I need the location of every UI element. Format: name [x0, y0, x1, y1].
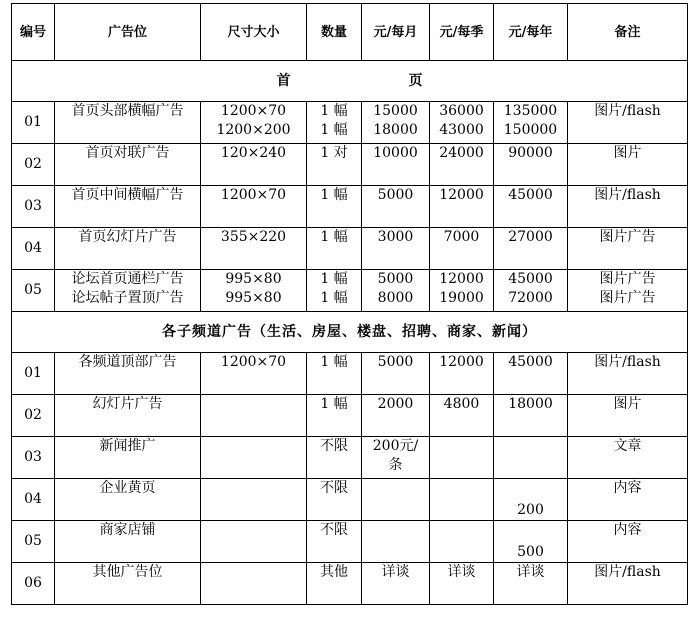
cell-line: 企业黄页	[99, 480, 156, 496]
cell-line: 27000	[508, 229, 553, 245]
per-quarter-cell	[430, 353, 494, 395]
quantity-cell	[307, 144, 362, 186]
cell-line: 72000	[508, 290, 553, 306]
cell-line: 200	[517, 502, 544, 518]
cell-line: 图片/flash	[594, 564, 661, 580]
cell-line: 首页对联广告	[85, 145, 170, 161]
cell-line: 详谈	[447, 564, 476, 580]
per-year-cell	[494, 186, 568, 228]
quantity-cell	[307, 102, 362, 144]
cell-line: 120×240	[220, 145, 287, 161]
cell-line: 幻灯片广告	[92, 396, 163, 412]
col-header-remark: 备注	[568, 4, 688, 61]
row-number-cell: 02	[12, 144, 55, 186]
size-cell	[201, 563, 307, 605]
cell-line: 1200×70	[220, 354, 287, 370]
quantity-cell	[307, 521, 362, 563]
cell-line: 图片/flash	[594, 103, 661, 119]
per-year-cell	[494, 395, 568, 437]
quantity-cell	[307, 395, 362, 437]
section-title	[12, 61, 688, 102]
cell-line: 150000	[503, 122, 558, 138]
col-header-quantity: 数量	[307, 4, 362, 61]
per-month-cell	[362, 353, 430, 395]
per-quarter-cell	[430, 437, 494, 479]
cell-line: 不限	[320, 522, 348, 538]
per-year-cell	[494, 228, 568, 270]
cell-line: 15000	[373, 103, 418, 119]
cell-line: 4800	[443, 396, 480, 412]
per-quarter-cell	[430, 395, 494, 437]
quantity-cell	[307, 228, 362, 270]
table-row	[12, 102, 688, 144]
cell-line: 995×80	[225, 290, 282, 306]
cell-line: 论坛首页通栏广告	[71, 271, 184, 287]
cell-line: 1 幅	[320, 396, 348, 412]
section-header-row	[12, 312, 688, 353]
per-month-cell	[362, 144, 430, 186]
per-quarter-cell	[430, 228, 494, 270]
cell-line: 1200×70	[220, 187, 287, 203]
cell-line: 其他	[320, 564, 348, 580]
remark-cell	[568, 102, 688, 144]
size-cell	[201, 353, 307, 395]
size-cell	[201, 479, 307, 521]
cell-line: 详谈	[516, 564, 545, 580]
ad-slot-cell	[55, 353, 201, 395]
ad-slot-cell	[55, 479, 201, 521]
size-cell	[201, 270, 307, 312]
per-year-cell	[494, 270, 568, 312]
per-month-cell	[362, 437, 430, 479]
cell-line: 12000	[439, 187, 484, 203]
table-row	[12, 144, 688, 186]
cell-line: 图片广告	[599, 229, 656, 245]
row-number-cell: 06	[12, 563, 55, 605]
ad-rate-table	[11, 3, 688, 605]
cell-line: 90000	[508, 145, 553, 161]
ad-slot-cell	[55, 144, 201, 186]
remark-cell	[568, 270, 688, 312]
cell-line: 45000	[508, 187, 553, 203]
cell-line: 图片广告	[599, 271, 656, 287]
ad-slot-cell	[55, 228, 201, 270]
cell-line: 1 幅	[320, 103, 348, 119]
cell-line: 1 幅	[320, 290, 348, 306]
row-number-cell: 05	[12, 270, 55, 312]
per-month-cell	[362, 270, 430, 312]
table-row	[12, 270, 688, 312]
cell-line: 1 幅	[320, 271, 348, 287]
cell-line: 12000	[439, 271, 484, 287]
remark-cell	[568, 186, 688, 228]
cell-line: 19000	[439, 290, 484, 306]
per-year-cell	[494, 102, 568, 144]
col-header-per-year: 元/每年	[494, 4, 568, 61]
cell-line: 18000	[508, 396, 553, 412]
cell-line: 2000	[377, 396, 414, 412]
col-header-number: 编号	[12, 4, 55, 61]
cell-line: 3000	[377, 229, 414, 245]
per-year-cell	[494, 563, 568, 605]
ad-slot-cell	[55, 186, 201, 228]
cell-line: 7000	[443, 229, 480, 245]
cell-line: 图片/flash	[594, 354, 661, 370]
cell-line: 图片/flash	[594, 187, 661, 203]
section-header-row	[12, 61, 688, 102]
ad-slot-cell	[55, 102, 201, 144]
remark-cell	[568, 479, 688, 521]
quantity-cell	[307, 563, 362, 605]
cell-line: 图片	[613, 396, 642, 412]
size-cell	[201, 144, 307, 186]
cell-line: 5000	[377, 187, 414, 203]
ad-slot-cell	[55, 437, 201, 479]
cell-line: 各频道顶部广告	[78, 354, 177, 370]
quantity-cell	[307, 437, 362, 479]
per-quarter-cell	[430, 270, 494, 312]
cell-line: 5000	[377, 271, 414, 287]
section-title: 各子频道广告（生活、房屋、楼盘、招聘、商家、新闻）	[12, 312, 688, 353]
per-month-cell	[362, 228, 430, 270]
cell-line: 500	[517, 544, 544, 560]
ad-slot-cell	[55, 270, 201, 312]
table-row	[12, 395, 688, 437]
cell-line: 43000	[439, 122, 484, 138]
size-cell	[201, 186, 307, 228]
per-quarter-cell	[430, 102, 494, 144]
ad-slot-cell	[55, 563, 201, 605]
cell-line: 995×80	[225, 271, 282, 287]
per-quarter-cell	[430, 144, 494, 186]
cell-line: 36000	[439, 103, 484, 119]
per-quarter-cell	[430, 186, 494, 228]
cell-line: 论坛帖子置顶广告	[71, 290, 184, 306]
cell-line: 1 幅	[320, 229, 348, 245]
col-header-ad-slot: 广告位	[55, 4, 201, 61]
cell-line: 详谈	[381, 564, 410, 580]
cell-line: 10000	[373, 145, 418, 161]
per-year-cell	[494, 437, 568, 479]
col-header-per-quarter: 元/每季	[430, 4, 494, 61]
quantity-cell	[307, 353, 362, 395]
table-row	[12, 521, 688, 563]
remark-cell	[568, 395, 688, 437]
quantity-cell	[307, 186, 362, 228]
size-cell	[201, 395, 307, 437]
cell-line: 24000	[439, 145, 484, 161]
remark-cell	[568, 228, 688, 270]
row-number-cell: 02	[12, 395, 55, 437]
table-row	[12, 353, 688, 395]
remark-cell	[568, 521, 688, 563]
size-cell	[201, 102, 307, 144]
cell-line: 5000	[377, 354, 414, 370]
cell-line: 1 对	[320, 145, 348, 161]
row-number-cell: 01	[12, 102, 55, 144]
table-row	[12, 479, 688, 521]
cell-line: 1 幅	[320, 354, 348, 370]
per-month-cell	[362, 395, 430, 437]
section-title-part: 首	[276, 72, 291, 89]
cell-line: 内容	[613, 522, 642, 538]
table-row	[12, 228, 688, 270]
size-cell	[201, 521, 307, 563]
ad-slot-cell	[55, 521, 201, 563]
row-number-cell: 01	[12, 353, 55, 395]
per-month-cell	[362, 102, 430, 144]
cell-line: 355×220	[220, 229, 287, 245]
cell-line: 1 幅	[320, 187, 348, 203]
ad-slot-cell	[55, 395, 201, 437]
remark-cell	[568, 563, 688, 605]
per-month-cell	[362, 186, 430, 228]
remark-cell	[568, 144, 688, 186]
size-cell	[201, 437, 307, 479]
row-number-cell: 03	[12, 186, 55, 228]
cell-line: 45000	[508, 271, 553, 287]
per-quarter-cell	[430, 479, 494, 521]
cell-line: 8000	[377, 290, 414, 306]
cell-line: 首页头部横幅广告	[71, 103, 184, 119]
per-year-cell	[494, 144, 568, 186]
per-year-cell	[494, 353, 568, 395]
per-year-cell	[494, 521, 568, 563]
col-header-per-month: 元/每月	[362, 4, 430, 61]
col-header-size: 尺寸大小	[201, 4, 307, 61]
per-quarter-cell	[430, 563, 494, 605]
cell-line: 首页中间横幅广告	[71, 187, 184, 203]
per-month-cell	[362, 521, 430, 563]
table-row	[12, 186, 688, 228]
size-cell	[201, 228, 307, 270]
per-year-cell	[494, 479, 568, 521]
cell-line: 其他广告位	[92, 564, 163, 580]
row-number-cell: 04	[12, 479, 55, 521]
section-title-part: 页	[408, 72, 423, 89]
cell-line: 18000	[373, 122, 418, 138]
cell-line: 新闻推广	[99, 438, 156, 454]
per-quarter-cell	[430, 521, 494, 563]
row-number-cell: 05	[12, 521, 55, 563]
cell-line: 首页幻灯片广告	[78, 229, 177, 245]
cell-line: 1 幅	[320, 122, 348, 138]
cell-line: 1200×70	[220, 103, 287, 119]
cell-line: 12000	[439, 354, 484, 370]
row-number-cell: 03	[12, 437, 55, 479]
table-row	[12, 437, 688, 479]
cell-line: 135000	[503, 103, 558, 119]
cell-line: 200元/	[372, 438, 419, 454]
quantity-cell	[307, 270, 362, 312]
cell-line: 内容	[613, 480, 642, 496]
per-month-cell	[362, 479, 430, 521]
cell-line: 45000	[508, 354, 553, 370]
cell-line: 图片广告	[599, 290, 656, 306]
quantity-cell	[307, 479, 362, 521]
row-number-cell: 04	[12, 228, 55, 270]
cell-line: 不限	[320, 480, 348, 496]
per-month-cell	[362, 563, 430, 605]
cell-line: 商家店铺	[99, 522, 156, 538]
cell-line: 文章	[613, 438, 642, 454]
table-row	[12, 563, 688, 605]
cell-line: 不限	[320, 438, 348, 454]
header-row	[12, 4, 688, 61]
cell-line: 1200×200	[216, 122, 291, 138]
cell-line: 图片	[613, 145, 642, 161]
cell-line: 条	[388, 457, 403, 473]
remark-cell	[568, 437, 688, 479]
remark-cell	[568, 353, 688, 395]
